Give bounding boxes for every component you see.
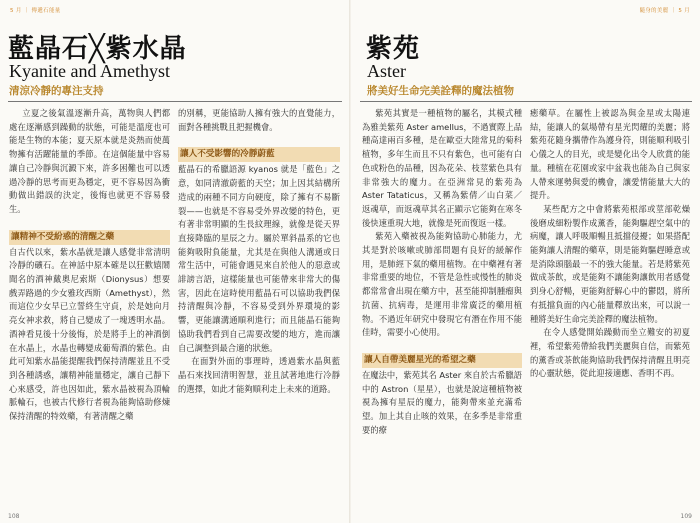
right-header-rule — [360, 101, 692, 102]
paragraph: 的別稱，更能協助人擁有強大的直覺能力，面對各種挑戰且把握機會。 — [178, 108, 340, 132]
paragraph: 立夏之後氣溫逐漸升高，萬物與人們都處在逐漸感到躁動的狀態，可能是溫度也可能是生物的本能；夏天原本就是炎熱而使萬物擁有活躍能量的季節。在這個能量中容易讓自己冷靜與沉澱下來，許多困難也可以透過冷靜的思考而更為穩定，更不容易因為衝動做出錯誤的決定，後悔也就更不容易發生。 — [9, 108, 170, 214]
paragraph: 某些配方之中會將紫苑根部或莖部乾燥後磨成細粉製作成薰香，能夠驅趕空氣中的病魔，讓人呼吸順暢且抵擋侵擾；如果搭配能夠讓人清醒的藥草，則是能夠驅趕睡意或是消除頭腦最一不的強大能量。若是將紫苑做成茶飲，或是能夠不讓能夠讓飲用者感覺到身心舒暢，更能夠舒解心中的鬱悶，將所有抵擋負面的內心能量釋放出來，可以說一種將美好生命完美詮釋的魔法植物。 — [530, 203, 690, 324]
right-column-1 — [362, 107, 522, 512]
paragraph: 在面對外面的事理時，透過紫水晶與藍晶石來找回清明智慧，並且試著地進行冷靜的選擇，如此才能夠順利走上未來的道路。 — [178, 356, 340, 394]
paragraph: 在魔法中，紫苑其名 Aster 來自於古希臘語中的 Astron（星星），也就是說這種植物被視為擁有星辰的魔力，能夠帶來並充滿希望。加上其自止咳的效果，在多季是非常重要的療 — [362, 369, 522, 435]
right-page — [350, 0, 700, 523]
right-page-number: 109 — [680, 513, 692, 520]
section-heading: 讓人不受影響的冷靜蔚藍 — [178, 147, 340, 162]
section-heading: 讓精神不受紛惑的清醒之藥 — [9, 230, 170, 245]
right-article-title: 紫苑 — [366, 34, 421, 64]
left-running-head: 5 月 ｜ 傳遞石能量 — [10, 8, 61, 14]
paragraph: 藍晶石的希臘語源 kyanos 就是「藍色」之意，如同清澈蔚藍的天空；加上因其結構所造成的兩種不同方向硬度，除了擁有不易斷裂——也就是不容易受外界改變的特色，更有著非常明顯的生長紋理線，就像是從天界直接降臨的星辰之力。屬於單斜晶系的它也能夠吸附負能量，尤其是在與他人溝通或日常生活中，可能會遇見來自於他人的惡意或誹謗言語，這樣能量也可能帶來非常大的傷害，因此在這時使用藍晶石可以協助我們保持清醒與冷靜，不容易受到外界環境的影響，更能讓溝通順利進行；而且能晶石能夠協助我們看到自己需要改變的地方，進而讓自己調整到最合適的狀態。 — [178, 164, 340, 353]
paragraph: 癒藥草。在屬性上被認為與金星或太陽連結，能讓人的氣場帶有星光閃耀的美麗；將紫苑花隨身攜帶作為護身符，則能順利吸引心儀之人的目光，或是變化出令人欣賞的能量。種植在花園或家中盆栽也能為自己與家人帶來運勢與愛的機會，讓愛情能量大大的提升。 — [530, 108, 690, 201]
left-column-1 — [9, 107, 170, 512]
right-column-2 — [530, 107, 690, 512]
paragraph: 在令人感覺開始躁動而坐立難安的初夏裡，希望紫苑帶給我們美麗與自信，而紫苑的薰香或茶飲能夠協助我們保持清醒且明亮的心靈狀態，從此迎接適應、香明不再。 — [530, 327, 690, 379]
right-article-subtitle: Aster — [367, 61, 406, 81]
left-article-title: 藍晶石╳紫水晶 — [8, 34, 187, 64]
left-article-tagline: 清涼冷靜的專注支持 — [9, 85, 104, 97]
paragraph: 自古代以來，紫水晶就是讓人感覺非常清明冷靜的礦石。在神話中原本確是以狂歡嬉鬧聞名的酒神戴奧尼索斯（Dionysus）想要戲弄路過的少女雅玫西斯（Amethyst），然而這位少女早已立誓終生守貞，於是她向月亮女神求救，將自己變成了一塊透明水晶。酒神看見後十分後悔，於是將手上的神酒倒在水晶上，水晶也轉變成葡萄酒的紫色。由此可知紫水晶能提醒我們保持清醒並且不受到各種誘惑，讓精神能量穩定，讓自己靜下心來感受，許也因如此，紫水晶被視為頂輪脈輪石，也被古代修行者視為能夠協助修煉保持清醒的特效藥，有著清醒之藥 — [9, 246, 170, 422]
paragraph: 紫苑入藥被視為能夠協助心肺能力，尤其是對於咳嗽或肺部問題有良好的緩解作用，是肺經下氣的藥用植物。在中藥裡有著非常重要的地位，不管是急性或慢性的肺炎都常常會出現在藥方中，甚至能抑制腫瘤與抗菌、抗病毒，是運用非常廣泛的藥用植物。不過近年研究中發現它有潛在作用不能佳時，需要小心使用。 — [362, 231, 522, 338]
right-running-head: 隨身的美麗 ｜ 5 月 — [639, 8, 690, 14]
left-page-number: 108 — [8, 513, 20, 520]
left-header-rule — [8, 101, 342, 102]
section-heading: 讓人自帶美麗星光的希望之藥 — [362, 353, 522, 368]
left-article-subtitle: Kyanite and Amethyst — [9, 61, 170, 81]
right-article-tagline: 將美好生命完美詮釋的魔法植物 — [367, 85, 514, 97]
paragraph: 紫苑其實是一種植物的屬名，其模式種為雅美紫苑 Aster amellus，不過實際上品種高達兩百多種，是在歐亞大陸常見的菊科植物，多年生而且不只有紫色，也可能有白色或粉色的品種，因為花朵、枝莖紫色具有非常強大的魔力。在亞洲常見的紫苑為 Aster Tataticus，又稱為紫倩／山白菜／返魂草，而返魂草其名正顯示它能夠在寒冬後快速重現大地，就像是死而復返一樣。 — [362, 108, 522, 228]
left-column-2 — [178, 107, 340, 512]
